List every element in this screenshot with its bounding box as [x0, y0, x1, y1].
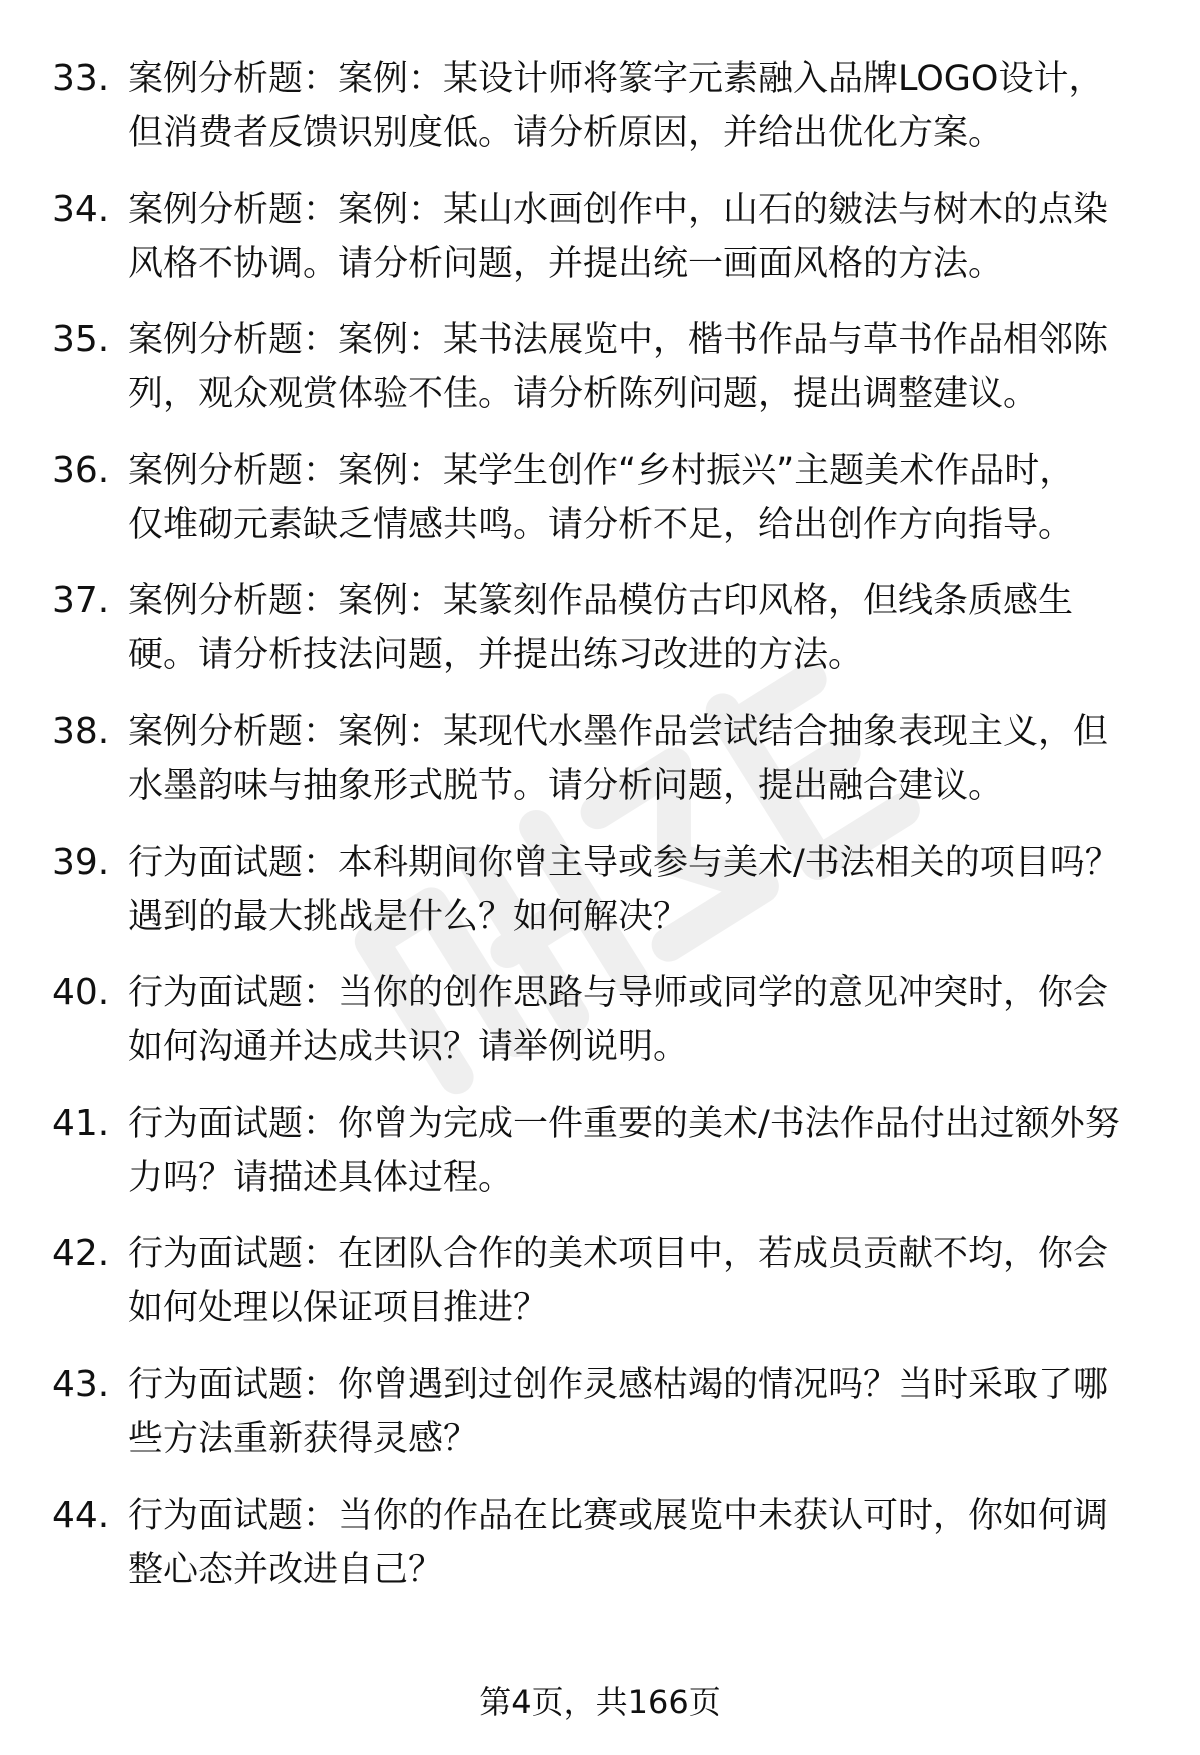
question-number: 40. — [52, 972, 110, 1014]
question-text: 行为面试题：本科期间你曾主导或参与美术/书法相关的项目吗？ 遇到的最大挑战是什么？如何解决？ — [128, 842, 1120, 937]
question-number: 34. — [52, 188, 110, 230]
question-text: 案例分析题：案例：某篆刻作品模仿古印风格，但线条质感生 硬。请分析技法问题，并提出练习改进的方法。 — [128, 581, 1074, 676]
question-item — [0, 52, 1200, 183]
question-text: 案例分析题：案例：某书法展览中，楷书作品与草书作品相邻陈 列，观众观赏体验不佳。请分析陈列问题，提出调整建议。 — [128, 320, 1109, 415]
question-text: 行为面试题：在团队合作的美术项目中，若成员贡献不均，你会 如何处理以保证项目推进？ — [128, 1234, 1109, 1329]
question-number: 44. — [52, 1494, 110, 1536]
question-text: 案例分析题：案例：某现代水墨作品尝试结合抽象表现主义，但 水墨韵味与抽象形式脱节。请分析问题，提出融合建议。 — [128, 711, 1109, 806]
question-item — [0, 444, 1200, 575]
question-number: 38. — [52, 710, 110, 752]
question-number: 35. — [52, 319, 110, 361]
question-item — [0, 1489, 1200, 1620]
question-list — [0, 52, 1200, 1619]
question-text: 案例分析题：案例：某山水画创作中，山石的皴法与树木的点染 风格不协调。请分析问题，并提出统一画面风格的方法。 — [128, 189, 1109, 284]
question-number: 37. — [52, 580, 110, 622]
question-item — [0, 1097, 1200, 1228]
question-number: 42. — [52, 1233, 110, 1275]
question-text: 案例分析题：案例：某设计师将篆字元素融入品牌LOGO设计， 但消费者反馈识别度低。请分析原因，并给出优化方案。 — [128, 59, 1104, 153]
question-item — [0, 313, 1200, 444]
question-number: 36. — [52, 449, 110, 491]
question-item — [0, 183, 1200, 314]
question-item — [0, 1358, 1200, 1489]
page-footer: 第4页，共166页 — [479, 1683, 721, 1721]
question-item — [0, 574, 1200, 705]
question-number: 41. — [52, 1102, 110, 1144]
question-text: 行为面试题：你曾遇到过创作灵感枯竭的情况吗？当时采取了哪 些方法重新获得灵感？ — [128, 1364, 1109, 1459]
question-item — [0, 1227, 1200, 1358]
question-number: 39. — [52, 841, 110, 883]
question-number: 43. — [52, 1363, 110, 1405]
question-item — [0, 705, 1200, 836]
question-text: 行为面试题：当你的作品在比赛或展览中未获认可时，你如何调 整心态并改进自己？ — [128, 1495, 1109, 1590]
question-text: 行为面试题：当你的创作思路与导师或同学的意见冲突时，你会 如何沟通并达成共识？请举例说明。 — [128, 973, 1109, 1068]
question-item — [0, 966, 1200, 1097]
question-item — [0, 836, 1200, 967]
question-text: 案例分析题：案例：某学生创作“乡村振兴”主题美术作品时， 仅堆砌元素缺乏情感共鸣。请分析不足，给出创作方向指导。 — [128, 450, 1075, 545]
question-text: 行为面试题：你曾为完成一件重要的美术/书法作品付出过额外努 力吗？请描述具体过程。 — [128, 1103, 1120, 1198]
question-number: 33. — [52, 58, 110, 99]
